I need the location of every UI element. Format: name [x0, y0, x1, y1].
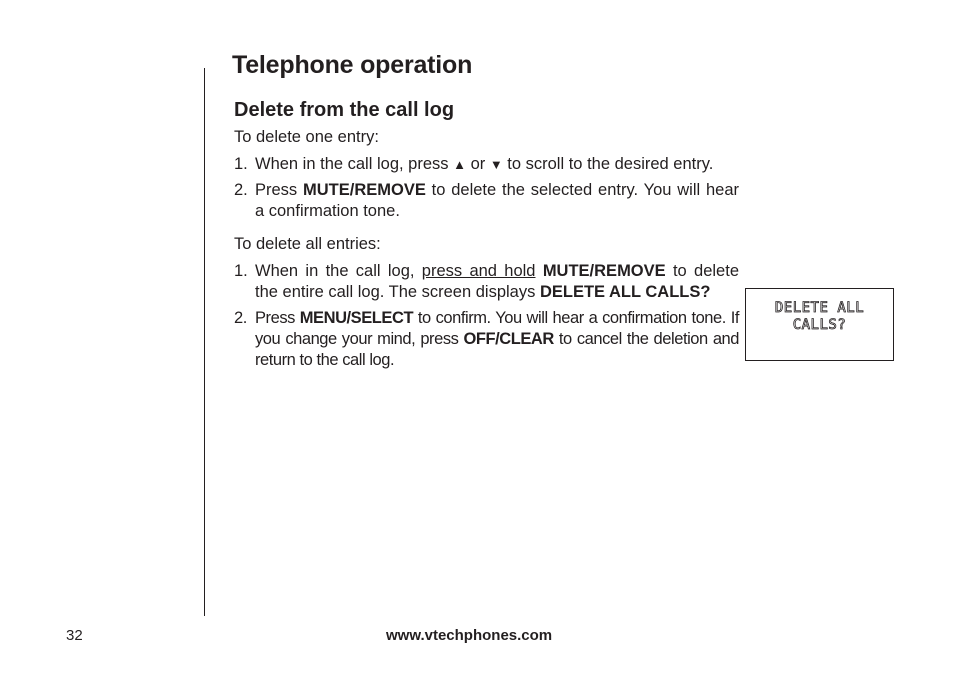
delete-one-step-2: 2. Press MUTE/REMOVE to delete the selected entry. You will hear a confirmation tone. [234, 181, 739, 220]
key-off-clear: OFF/CLEAR [463, 330, 554, 348]
step-number: 2. [234, 309, 247, 327]
lcd-screen [745, 288, 894, 361]
footer-url: www.vtechphones.com [386, 627, 553, 644]
down-arrow-icon: ▼ [489, 157, 503, 172]
lcd-text [746, 300, 893, 334]
step-number: 1. [234, 155, 248, 173]
delete-all-step-2: 2. Press MENU/SELECT to confirm. You will hear a confirmation tone. If you change your mind, press OFF/CLEAR to cancel the deletion and return to the call log. [234, 309, 739, 369]
press-and-hold-text: press and hold [421, 262, 536, 280]
page-number: 32 [66, 627, 83, 644]
main-content [234, 98, 739, 376]
screen-message: DELETE ALL CALLS? [539, 283, 711, 301]
delete-one-intro: To delete one entry: [234, 128, 379, 146]
delete-all-step-1: 1. When in the call log, press and hold MUTE/REMOVE to delete the entire call log. The screen displays DELETE ALL CALLS? [234, 262, 739, 301]
delete-one-steps [234, 154, 739, 222]
section-title: Delete from the call log [234, 99, 455, 121]
margin-rule [204, 68, 205, 616]
up-arrow-icon: ▲ [453, 157, 466, 172]
step-number: 2. [234, 181, 248, 199]
page-title: Telephone operation [232, 51, 473, 79]
key-mute-remove: MUTE/REMOVE [542, 262, 666, 280]
key-menu-select: MENU/SELECT [299, 309, 414, 327]
delete-all-steps [234, 261, 739, 371]
key-mute-remove: MUTE/REMOVE [303, 181, 426, 199]
delete-all-intro: To delete all entries: [234, 235, 381, 253]
lcd-line-2: CALLS? [792, 317, 847, 333]
delete-one-step-1: 1. When in the call log, press ▲ or ▼ to scroll to the desired entry. [234, 155, 714, 173]
step-number: 1. [234, 262, 248, 280]
lcd-line-1: DELETE ALL [774, 300, 865, 316]
